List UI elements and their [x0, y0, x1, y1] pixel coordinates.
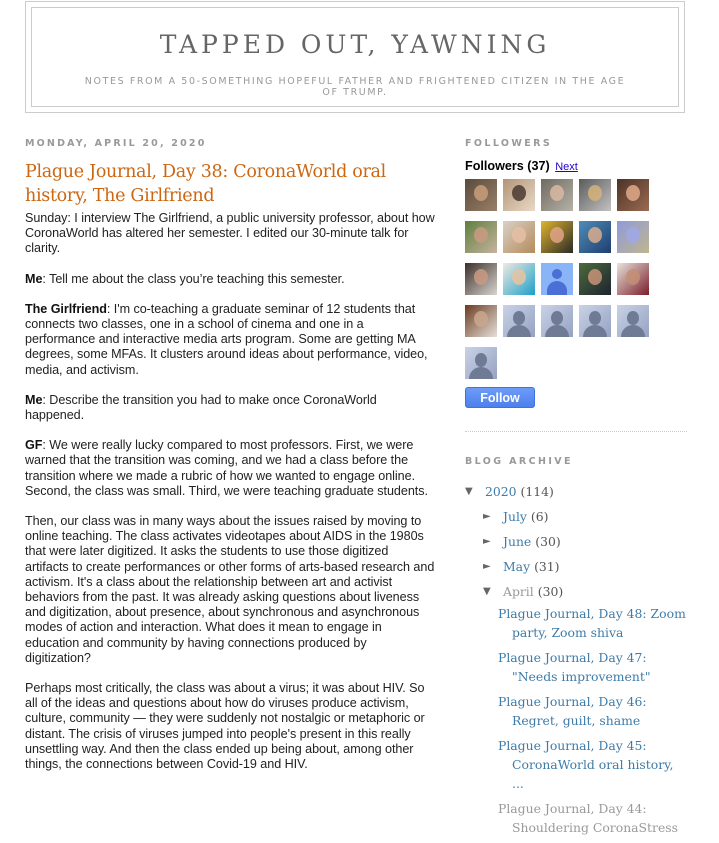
collapse-toggle-icon[interactable]: ▼ — [465, 486, 473, 497]
followers-widget-title: FOLLOWERS — [465, 138, 553, 149]
archive-year-link[interactable]: 2020 — [485, 484, 517, 499]
paragraph-text: : I'm co-teaching a graduate seminar of 12 students that connects two classes, one in a school of cinema and one in a performance and interactive media arts program. Some are getting MA degrees, some MFAs. It clusters around ideas about performance, video, media, and activism. — [25, 301, 428, 377]
blog-description: NOTES FROM A 50-SOMETHING HOPEFUL FATHER AND FRIGHTENED CITIZEN IN THE AGE OF TRUMP. — [84, 75, 626, 98]
archive-month-link[interactable]: May — [503, 559, 531, 574]
archive-widget-title: BLOG ARCHIVE — [465, 456, 573, 467]
follower-avatar-icon[interactable] — [541, 221, 573, 253]
archive-month-link[interactable]: July — [503, 509, 527, 524]
follower-avatar-icon[interactable] — [465, 263, 497, 295]
blank-profile-avatar-icon[interactable] — [579, 305, 611, 337]
post-paragraph — [25, 514, 435, 666]
follower-avatar-icon[interactable] — [579, 179, 611, 211]
post-paragraph — [25, 681, 435, 772]
archive-month-link[interactable]: April — [503, 584, 534, 599]
follower-avatar-icon[interactable] — [579, 221, 611, 253]
blank-profile-avatar-icon[interactable] — [503, 305, 535, 337]
archive-post-link[interactable]: Plague Journal, Day 45: CoronaWorld oral history, ... — [498, 738, 674, 791]
follower-avatar-icon[interactable] — [617, 263, 649, 295]
follower-avatar-icon[interactable] — [465, 305, 497, 337]
archive-post-link[interactable]: Plague Journal, Day 44: Shouldering CoronaStress — [498, 801, 679, 835]
archive-post-link[interactable]: Plague Journal, Day 48: Zoom party, Zoom shiva — [498, 606, 686, 640]
follower-avatar-icon[interactable] — [465, 221, 497, 253]
followers-widget — [465, 138, 687, 408]
archive-post-link[interactable]: Plague Journal, Day 46: Regret, guilt, shame — [498, 694, 647, 728]
speaker-label: Me — [25, 271, 43, 286]
followers-next-link[interactable]: Next — [555, 161, 578, 173]
post-date: MONDAY, APRIL 20, 2020 — [25, 138, 207, 149]
archive-post-link[interactable]: Plague Journal, Day 47: "Needs improvement" — [498, 650, 651, 684]
collapse-toggle-icon[interactable]: ▼ — [483, 586, 491, 597]
archive-post-list — [465, 604, 687, 837]
sidebar — [465, 138, 687, 843]
follower-avatar-icon[interactable] — [617, 179, 649, 211]
archive-tree — [465, 479, 687, 837]
followers-heading — [465, 159, 687, 173]
post-paragraph — [25, 211, 435, 257]
archive-month-may — [465, 554, 687, 579]
post-paragraph — [25, 393, 435, 423]
paragraph-text: : Tell me about the class you’re teaching this semester. — [42, 271, 345, 286]
expand-toggle-icon[interactable]: ► — [483, 561, 491, 572]
expand-toggle-icon[interactable]: ► — [483, 536, 491, 547]
speaker-label: The Girlfriend — [25, 301, 107, 316]
blank-profile-avatar-icon[interactable] — [541, 305, 573, 337]
main-column — [25, 138, 435, 787]
archive-month-list — [465, 504, 687, 604]
archive-year-2020 — [465, 479, 687, 504]
speaker-label: GF — [25, 438, 43, 453]
paragraph-text: : We were really lucky compared to most professors. First, we were warned that the transition was coming, and we had a class before the transition where we made a rubric of how we wanted to engage online. Second, the class was small. Third, we were teaching graduate students. — [25, 438, 428, 498]
post-paragraph — [25, 302, 435, 378]
archive-month-april — [465, 579, 687, 604]
archive-year-count: (114) — [520, 484, 554, 499]
blog-header-inner — [31, 7, 679, 107]
blog-header — [25, 1, 685, 113]
blog-title[interactable]: TAPPED OUT, YAWNING — [159, 30, 551, 59]
post-paragraph — [25, 272, 435, 287]
follower-avatar-icon[interactable] — [503, 263, 535, 295]
followers-avatar-grid — [465, 179, 687, 379]
post-body — [25, 211, 435, 772]
blank-profile-avatar-icon[interactable] — [617, 305, 649, 337]
blog-archive-widget — [465, 456, 687, 837]
archive-month-link[interactable]: June — [503, 534, 532, 549]
follower-avatar-icon[interactable] — [579, 263, 611, 295]
paragraph-text: Then, our class was in many ways about the issues raised by moving to online teaching. The class activates videotapes about AIDS in the 1980s that were later digitized. It asks the students to use those digitized artifacts to create performances or other forms of arts-based research and activism. It's a class about the relationship between art and activist behaviors from the past. It was already asking questions about liveness and digitization, about presence, about synchronous and asynchronous modes of action and interaction. What does it mean to engage in education and community by having connections produced by digitization? — [25, 514, 435, 665]
archive-month-june — [465, 529, 687, 554]
paragraph-text: : Describe the transition you had to make once CoronaWorld happened. — [25, 392, 377, 423]
archive-month-count: (31) — [534, 559, 560, 574]
follow-button[interactable]: Follow — [465, 387, 535, 408]
default-user-avatar-icon[interactable] — [541, 263, 573, 295]
followers-count-label: Followers (37) — [465, 159, 550, 173]
archive-month-count: (6) — [530, 509, 549, 524]
follower-avatar-icon[interactable] — [503, 179, 535, 211]
post-paragraph — [25, 438, 435, 499]
follower-avatar-icon[interactable] — [541, 179, 573, 211]
blank-profile-avatar-icon[interactable] — [465, 347, 497, 379]
follower-avatar-icon[interactable] — [465, 179, 497, 211]
archive-month-count: (30) — [537, 584, 564, 599]
speaker-label: Me — [25, 392, 43, 407]
archive-month-count: (30) — [535, 534, 561, 549]
archive-month-july — [465, 504, 687, 529]
expand-toggle-icon[interactable]: ► — [483, 511, 491, 522]
post-title[interactable]: Plague Journal, Day 38: CoronaWorld oral history, The Girlfriend — [25, 162, 386, 206]
follower-avatar-icon[interactable] — [503, 221, 535, 253]
follower-avatar-icon[interactable] — [617, 221, 649, 253]
paragraph-text: Sunday: I interview The Girlfriend, a public university professor, about how CoronaWorld has altered her semester. I edited our 30-minute talk for clarity. — [25, 211, 435, 256]
widget-divider — [465, 431, 687, 432]
paragraph-text: Perhaps most critically, the class was about a virus; it was about HIV. So all of the ideas and questions about how do viruses produce activism, culture, community — they were suddenly not nostalgic or metaphoric or distant. The crisis of viruses jumped into people's present in this really unsettling way. And then the class ended up being about, among other things, the connections between Covid-19 and HIV. — [25, 681, 425, 772]
